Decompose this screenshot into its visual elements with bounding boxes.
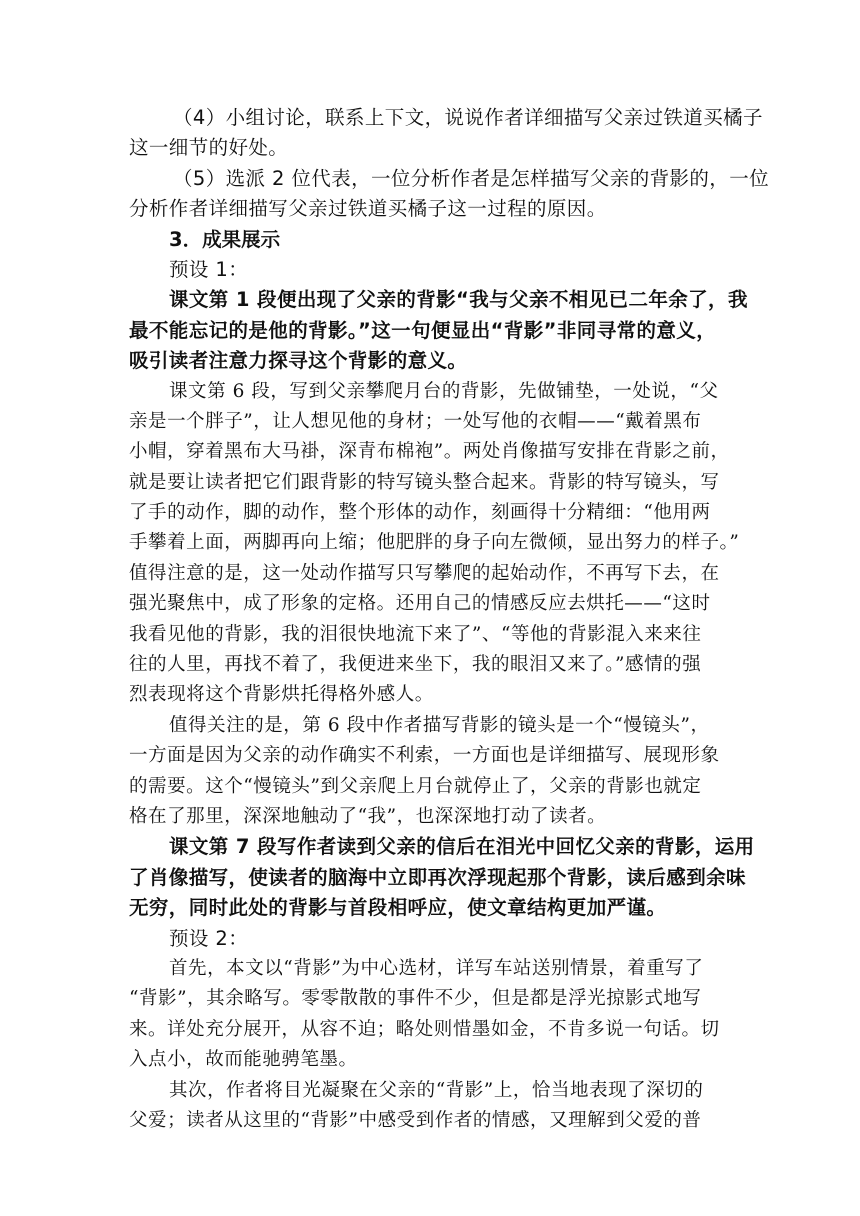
preset2-label: 预设 2：	[169, 926, 249, 950]
preset1-para2-line: 手攀着上面，两脚再向上缩；他肥胖的身子向左微倾，显出努力的样子。”	[129, 532, 740, 554]
preset1-para4-line: 无穷，同时此处的背影与首段相呼应，使文章结构更加严谨。	[129, 896, 667, 920]
preset1-para3-line: 格在了那里，深深地触动了“我”，也深深地打动了读者。	[129, 805, 607, 827]
preset1-para2-line: 亲是一个胖子”，让人想见他的身材；一处写他的衣帽——“戴着黑布	[129, 410, 702, 432]
section-heading: 3．成果展示	[169, 227, 281, 251]
preset1-para3-line: 的需要。这个“慢镜头”到父亲爬上月台就停止了，父亲的背影也就定	[129, 775, 702, 797]
preset1-para2-line: 小帽，穿着黑布大马褂，深青布棉袍”。两处肖像描写安排在背影之前，	[129, 441, 730, 463]
item5-line1: （5）选派 2 位代表，一位分析作者是怎样描写父亲的背影的，一位	[173, 166, 770, 190]
item4-line2: 这一细节的好处。	[129, 136, 289, 160]
item5-line2: 分析作者详细描写父亲过铁道买橘子这一过程的原因。	[129, 197, 607, 221]
preset1-para2-line: 烈表现将这个背影烘托得格外感人。	[129, 684, 434, 706]
preset1-label: 预设 1：	[169, 257, 249, 281]
preset1-para1-line: 课文第 1 段便出现了父亲的背影“我与父亲不相见已二年余了，我	[169, 288, 748, 312]
document-page	[129, 103, 770, 1136]
preset2-para1-line: “背影”，其余略写。零零散散的事件不少，但是都是浮光掠影式地写	[129, 988, 702, 1010]
preset2-para1-line: 入点小，故而能驰骋笔墨。	[129, 1049, 358, 1071]
preset1-para3-line: 一方面是因为父亲的动作确实不利索，一方面也是详细描写、展现形象	[129, 745, 720, 767]
preset2-para2-line: 父爱；读者从这里的“背影”中感受到作者的情感，又理解到父爱的普	[129, 1109, 702, 1131]
preset1-para3-line: 值得关注的是，第 6 段中作者描写背影的镜头是一个“慢镜头”，	[169, 714, 710, 736]
preset1-para2-line: 值得注意的是，这一处动作描写只写攀爬的起始动作，不再写下去，在	[129, 562, 720, 584]
preset1-para2-line: 就是要让读者把它们跟背影的特写镜头整合起来。背影的特写镜头，写	[129, 471, 720, 493]
item4-line1: （4）小组讨论，联系上下文，说说作者详细描写父亲过铁道买橘子	[173, 106, 763, 129]
preset2-para1-line: 首先，本文以“背影”为中心选材，详写车站送别情景，着重写了	[169, 957, 704, 979]
preset1-para1-line: 最不能忘记的是他的背影。”这一句便显出“背影”非同寻常的意义，	[129, 318, 717, 342]
preset1-para4-line: 课文第 7 段写作者读到父亲的信后在泪光中回忆父亲的背影，运用	[169, 835, 755, 859]
preset1-para2-line: 课文第 6 段，写到父亲攀爬月台的背影，先做铺垫，一处说，“父	[169, 380, 719, 402]
preset1-para4-line: 了肖像描写，使读者的脑海中立即再次浮现起那个背影，读后感到余味	[129, 865, 746, 889]
preset2-para1-line: 来。详处充分展开，从容不迫；略处则惜墨如金，不肯多说一句话。切	[129, 1018, 720, 1040]
preset1-para2-line: 强光聚焦中，成了形象的定格。还用自己的情感反应去烘托——“这时	[129, 593, 711, 615]
preset1-para2-line: 我看见他的背影，我的泪很快地流下来了”、“等他的背影混入来来往	[129, 623, 702, 645]
preset2-para2-line: 其次，作者将目光凝聚在父亲的“背影”上，恰当地表现了深切的	[169, 1079, 704, 1101]
preset1-para2-line: 往的人里，再找不着了，我便进来坐下，我的眼泪又来了。”感情的强	[129, 654, 702, 676]
preset1-para2-line: 了手的动作，脚的动作，整个形体的动作，刻画得十分精细：“他用两	[129, 502, 711, 524]
preset1-para1-line: 吸引读者注意力探寻这个背影的意义。	[129, 349, 468, 373]
